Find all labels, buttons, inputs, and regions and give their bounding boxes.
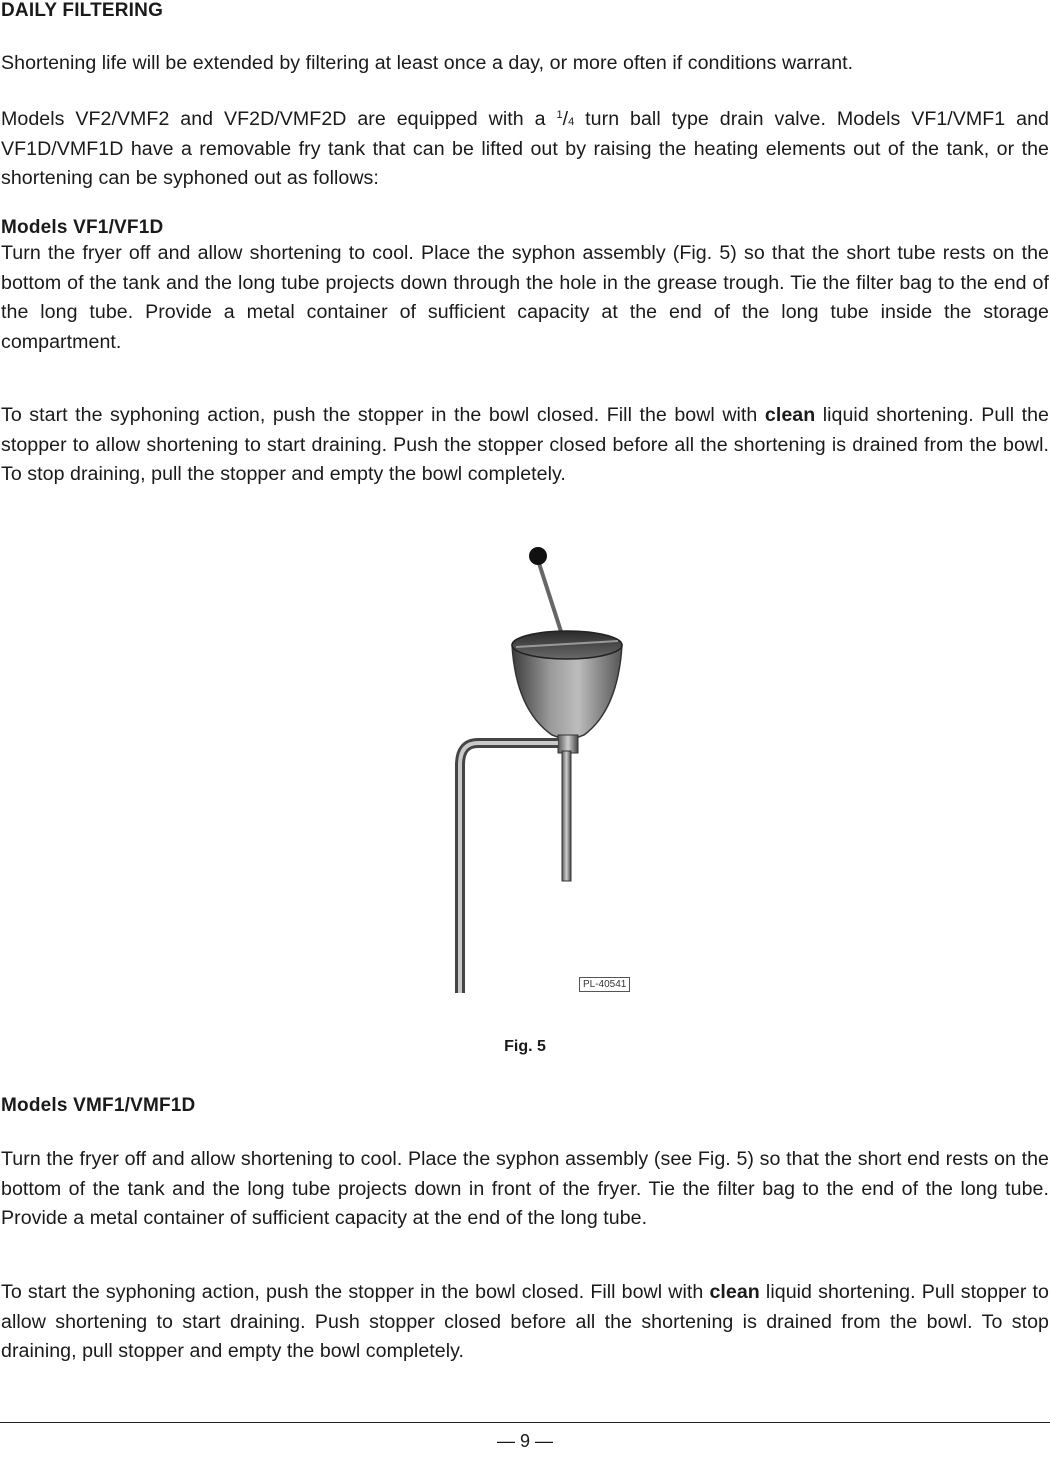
heading-daily-filtering: DAILY FILTERING [1, 0, 164, 21]
paragraph-drain-valve: Models VF2/VMF2 and VF2D/VMF2D are equipped with a $^1$/4 turn ball type drain valve. Models VF1/VMF1 and VF1D/VMF1D have a removable fry tank that can be lifted out by raising the heating elements out of the tank, or the shortening can be syphoned out as follows: [1, 108, 1049, 189]
stopper-knob [529, 547, 547, 565]
paragraph-text: turn ball type drain valve. Models VF1/VMF1 and VF1D/VMF1D have a removable fry tank that can be lifted out by raising the heating elements out of the tank, or the shortening can be syphoned out as follows: [1, 108, 1049, 189]
fraction-numerator: 1 [556, 109, 563, 121]
paragraph-vf1-setup [1, 239, 1049, 357]
paragraph-text: To start the syphoning action, push the stopper in the bowl closed. Fill bowl with [1, 1281, 710, 1303]
emphasis-clean: clean [764, 404, 816, 426]
heading-models-vmf1: Models VMF1/VMF1D [1, 1095, 196, 1116]
paragraph-vmf1-setup [1, 1145, 1049, 1234]
syphon-assembly-illustration [420, 535, 650, 1005]
paragraph-text: To start the syphoning action, push the stopper in the bowl closed. Fill the bowl with [1, 404, 765, 426]
footer-divider [0, 1422, 1050, 1423]
paragraph-text: Turn the fryer off and allow shortening to cool. Place the syphon assembly (see Fig. 5) so that the short end rests on the bottom of the tank and the long tube projects down in front of the fryer. Tie the filter bag to the end of the long tube. Provide a metal container of sufficient capacity at the end of the long tube. [1, 1148, 1049, 1229]
paragraph-text: Shortening life will be extended by filtering at least once a day, or more often if conditions warrant. [1, 52, 854, 74]
syphon-assembly-figure [420, 535, 650, 1005]
paragraph-text: liquid shortening. Pull the stopper to allow shortening to start draining. Push the stopper closed before all the shortening is drained from the bowl. To stop draining, pull the stopper and empty the bowl completely. [1, 404, 1050, 485]
paragraph-text: Models VF2/VMF2 and VF2D/VMF2D are equipped with a [1, 108, 557, 130]
long-tube [460, 743, 558, 993]
paragraph-text: Turn the fryer off and allow shortening to cool. Place the syphon assembly (Fig. 5) so that the short tube rests on the bottom of the tank and the long tube projects down through the hole in the grease trough. Tie the filter bag to the end of the long tube. Provide a metal container of sufficient capacity at the end of the long tube inside the storage compartment. [1, 242, 1049, 353]
paragraph-vf1-syphoning [1, 401, 1049, 490]
paragraph-filtering-intro [1, 49, 1049, 79]
paragraph-text: liquid shortening. Pull stopper to allow shortening to start draining. Push stopper closed before all the shortening is drained from the bowl. To stop draining, pull stopper and empty the bowl completely. [1, 1281, 1049, 1362]
fraction-denominator: 4 [568, 116, 575, 128]
heading-models-vf1: Models VF1/VF1D [1, 217, 164, 238]
figure-caption: Fig. 5 [504, 1038, 546, 1055]
short-tube [562, 751, 571, 881]
emphasis-clean: clean [709, 1281, 760, 1303]
plate-number-label: PL-40541 [579, 977, 630, 992]
paragraph-vmf1-syphoning [1, 1278, 1049, 1367]
page-number: — 9 — [496, 1431, 553, 1451]
